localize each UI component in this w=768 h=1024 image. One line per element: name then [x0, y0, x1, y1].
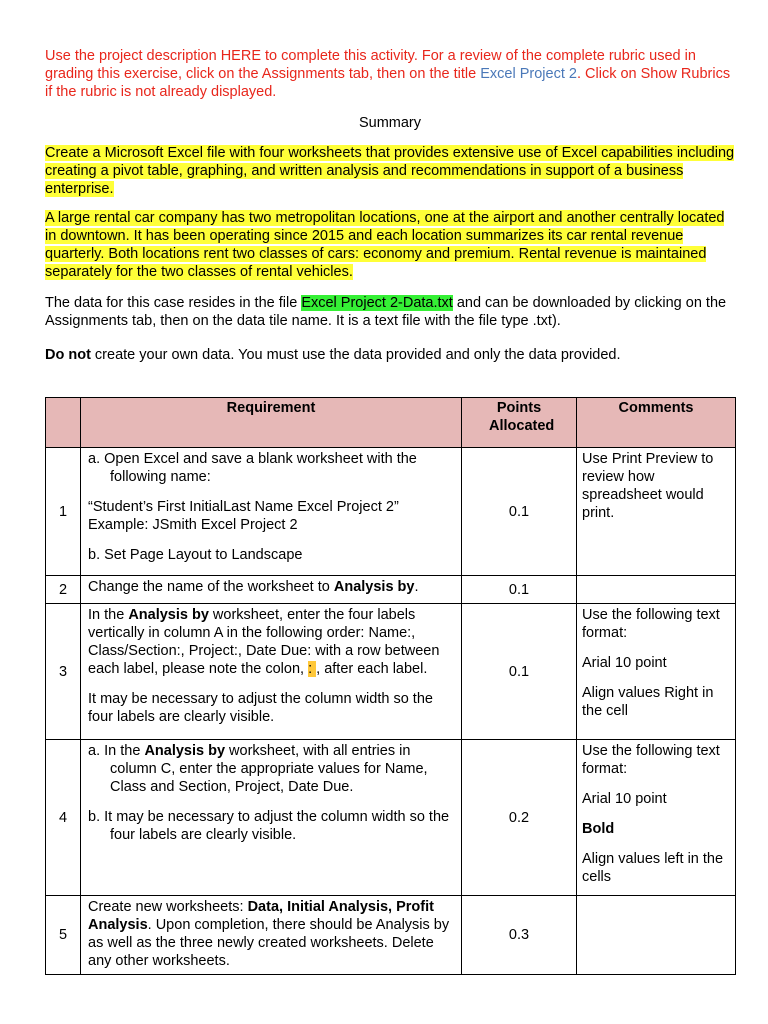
- data-warning-text: create your own data. You must use the data provided and only the data provided.: [90, 347, 621, 363]
- row-number: 4: [46, 740, 81, 896]
- highlighted-text: Create a Microsoft Excel file with four worksheets that provides extensive use of Excel capabilities including creating a pivot table, graphing, and written analysis and recommendations in support of a business enterprise.: [45, 145, 735, 197]
- summary-paragraph-1: [45, 144, 735, 198]
- requirement-text: In the: [88, 607, 129, 623]
- requirement-step-a: a. Open Excel and save a blank worksheet with the following name:: [88, 451, 417, 485]
- requirement-emphasis: Data, Initial Analysis, Profit Analysis: [88, 899, 434, 933]
- summary-heading: Summary: [358, 115, 422, 131]
- header-points: [462, 398, 577, 448]
- requirement-cell: [81, 896, 462, 975]
- table-row: [46, 740, 736, 896]
- highlighted-text: A large rental car company has two metropolitan locations, one at the airport and another centrally located in downtown. It has been operating since 2015 and each location summarizes its car rental revenue quarterly. Both locations rent two classes of cars: economy and premium. Rental revenue is maintained separately for the two classes of rental vehicles.: [45, 210, 725, 280]
- intro-text-before: Use the project description HERE to complete this activity. For a review of the complete rubric used in grading this exercise, click on the Assignments tab, then on the title: [45, 48, 696, 82]
- requirement-emphasis: Analysis by: [128, 607, 209, 623]
- requirement-emphasis: Analysis by: [333, 579, 415, 595]
- header-points-label: Points Allocated: [489, 400, 555, 434]
- comment-line-1: Use the following text format:: [582, 607, 720, 641]
- comments-cell: [577, 604, 736, 740]
- requirement-example: Example: JSmith Excel Project 2: [88, 517, 298, 533]
- requirement-cell: [81, 740, 462, 896]
- data-warning-paragraph: [45, 346, 735, 364]
- requirement-text-end: .: [414, 579, 419, 595]
- row-number: 5: [46, 896, 81, 975]
- comments-cell: [577, 448, 736, 576]
- requirement-step-b: b. It may be necessary to adjust the column width so the four labels are clearly visible.: [88, 809, 450, 843]
- header-number: [46, 398, 81, 448]
- points-cell: 0.1: [462, 576, 577, 604]
- requirement-step-a: [88, 742, 455, 796]
- comment-line-2: Arial 10 point: [582, 791, 667, 807]
- header-comments: Comments: [577, 398, 736, 448]
- requirement-emphasis: Analysis by: [144, 743, 226, 759]
- comment-line-3: Bold: [582, 821, 615, 837]
- points-cell: 0.1: [462, 448, 577, 576]
- table-row: [46, 604, 736, 740]
- requirement-file-name: “Student’s First InitialLast Name Excel Project 2”: [88, 499, 399, 515]
- data-file-name: Excel Project 2-Data.txt: [301, 295, 453, 311]
- requirement-text-end: . Upon completion, there should be Analysis by as well as the three newly created worksheets. Delete any other worksheets.: [88, 917, 450, 969]
- requirement-text-end: worksheet, with all entries in column C, enter the appropriate values for Name, Class and Section, Project, Date Due.: [110, 743, 428, 795]
- table-row: [46, 896, 736, 975]
- comments-cell: [577, 740, 736, 896]
- table-row: [46, 448, 736, 576]
- excel-project-2-link[interactable]: Excel Project 2: [480, 66, 577, 82]
- table-header-row: [46, 398, 736, 448]
- header-requirement: Requirement: [81, 398, 462, 448]
- points-cell: 0.2: [462, 740, 577, 896]
- points-cell: 0.1: [462, 604, 577, 740]
- requirement-cell: [81, 604, 462, 740]
- table-row: [46, 576, 736, 604]
- row-number: 3: [46, 604, 81, 740]
- comments-cell: [577, 576, 736, 604]
- requirement-step-b: b. Set Page Layout to Landscape: [88, 547, 303, 563]
- comment-line-4: Align values left in the cells: [582, 851, 724, 885]
- comment-line-2: Arial 10 point: [582, 655, 667, 671]
- requirement-cell: [81, 576, 462, 604]
- requirement-text: Change the name of the worksheet to: [88, 579, 334, 595]
- comment-line-1: Use the following text format:: [582, 743, 720, 777]
- requirements-table: [45, 397, 736, 975]
- do-not-emphasis: Do not: [45, 347, 91, 363]
- requirement-text: a. In the: [88, 743, 145, 759]
- points-cell: 0.3: [462, 896, 577, 975]
- requirement-paragraph-1: [88, 606, 455, 678]
- intro-paragraph: [45, 47, 735, 101]
- comment-line-3: Align values Right in the cell: [582, 685, 714, 719]
- row-number: 2: [46, 576, 81, 604]
- colon-highlight: :: [308, 661, 317, 677]
- document-body: [45, 47, 735, 364]
- requirement-text-mid: worksheet, enter the four labels vertically in column A in the following order: Name:, Class/Section:, Project:, Date Due: with a row between each label, please note the colon,: [88, 607, 440, 677]
- requirement-paragraph-2: It may be necessary to adjust the column width so the four labels are clearly visible.: [88, 691, 433, 725]
- comments-cell: [577, 896, 736, 975]
- data-file-paragraph: [45, 294, 735, 330]
- row-number: 1: [46, 448, 81, 576]
- summary-paragraph-2: [45, 209, 735, 281]
- data-text-after: and can be downloaded by clicking on the Assignments tab, then on the data tile name. It is a text file with the file type .txt).: [45, 295, 727, 329]
- data-text-before: The data for this case resides in the file: [45, 295, 302, 311]
- comment-text: Use Print Preview to review how spreadsheet would print.: [582, 451, 714, 521]
- requirement-cell: [81, 448, 462, 576]
- intro-text-after: . Click on Show Rubrics if the rubric is not already displayed.: [45, 66, 731, 100]
- requirement-text-end: , after each label.: [316, 661, 428, 677]
- requirement-text: Create new worksheets:: [88, 899, 248, 915]
